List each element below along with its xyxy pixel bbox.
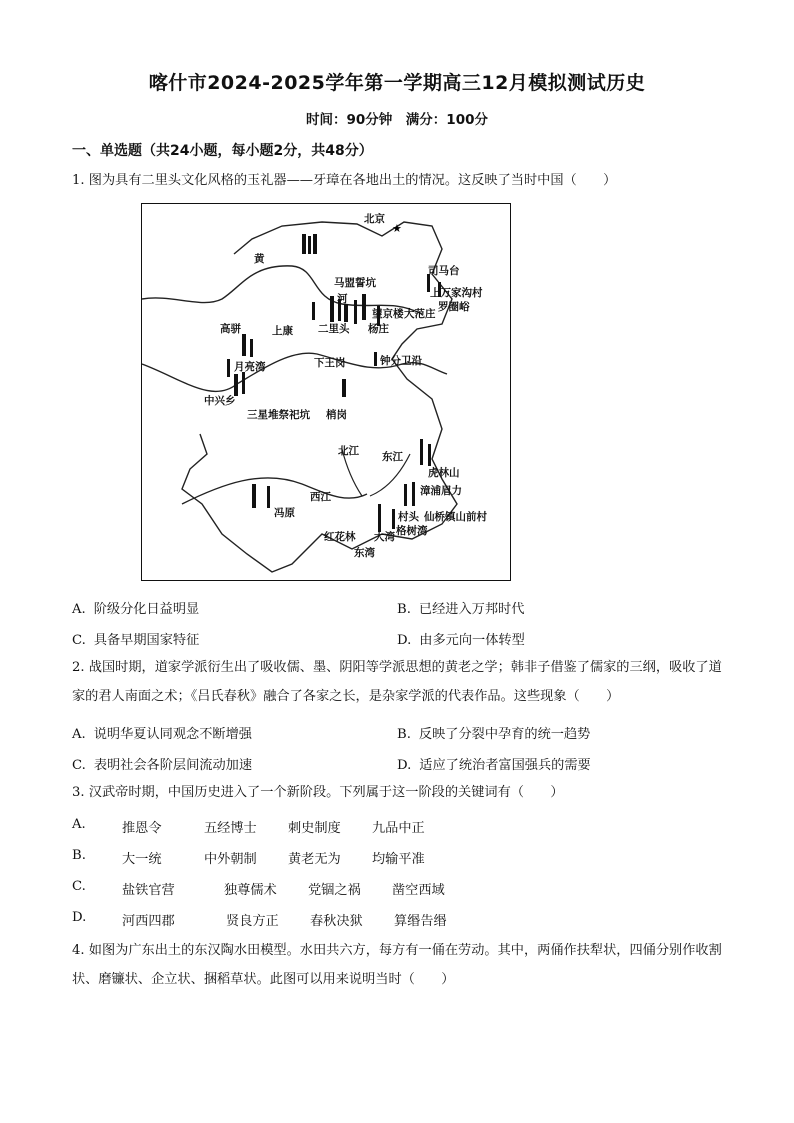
map-label-xianqiao: 仙桥镇山前村 [424,511,487,523]
section-heading: 一、单选题（共24小题，每小题2分，共48分） [72,143,373,159]
question-2-stem: 2. 战国时期，道家学派衍生出了吸收儒、墨、阴阳等学派思想的黄老之学；韩非子借鉴了儒家的三纲，吸收了道家的君人南面之术；《吕氏春秋》融合了各家之长，是杂家学派的代表作品。这些现象（ ） [72,660,722,704]
map-label-dongwan: 东湾 [354,547,375,559]
map-label-honghualin: 红花林 [324,531,356,543]
map-label-yueliangwan: 月亮湾 [234,361,266,373]
q2-option-c[interactable]: C. 表明社会各阶层间流动加速 [72,758,253,773]
map-label-zhangpu: 漳浦眉力 [420,485,462,497]
map-label-fengyuan: 冯原 [274,507,295,519]
map-svg [142,204,509,579]
q1-option-d[interactable]: D. 由多元向一体转型 [397,633,525,648]
q3-option-a[interactable]: A. 推恩令 五经博士 刺史制度 九品中正 [72,817,425,836]
q2-option-b[interactable]: B. 反映了分裂中孕育的统一趋势 [397,727,591,742]
map-label-he: 河 [337,293,348,305]
map-label-xijiang: 西江 [310,491,331,503]
map-label-zhongxingxiang: 中兴乡 [204,395,236,407]
q3-option-c[interactable]: C. 盐铁官营 独尊儒术 党锢之祸 凿空西域 [72,879,445,898]
map-label-dawan: 大湾 [374,531,395,543]
map-label-beijiang: 北江 [338,445,359,457]
exam-subtitle: 时间：90分钟 满分：100分 [306,112,488,128]
q1-option-c[interactable]: C. 具备早期国家特征 [72,633,200,648]
q1-option-b[interactable]: B. 已经进入万邦时代 [397,602,525,617]
q2-option-d[interactable]: D. 适应了统治者富国强兵的需要 [397,758,591,773]
map-label-zhongzhuweigou: 钟分卫沿 [380,355,422,367]
map-label-shangwanjiagou: 上万家沟村 [430,287,483,299]
map-label-dongjiang: 东江 [382,451,403,463]
map-label-sanxingdui: 三星堆祭祀坑 [247,409,310,421]
beijing-star-icon: ★ [392,222,402,235]
q1-option-a[interactable]: A. 阶级分化日益明显 [72,602,200,617]
map-label-wangjinglou: 望京楼 [372,308,404,320]
question-4-stem: 4. 如图为广东出土的东汉陶水田模型。水田共六方，每方有一俑在劳动。其中，两俑作扶犁状，四俑分别作收割状、磨镰状、企立状、捆稻草状。此图可以用来说明当时（ ） [72,943,722,987]
map-label-mamengshikeng: 马盟誓坑 [334,277,376,289]
question-1-stem: 1. 图为具有二里头文化风格的玉礼器——牙璋在各地出土的情况。这反映了当时中国（ ） [72,173,617,188]
map-label-simaotai: 司马台 [428,265,460,277]
yazhang-distribution-map [141,203,511,581]
q3-option-b[interactable]: B. 大一统 中外朝制 黄老无为 均输平准 [72,848,425,867]
q3-option-d[interactable]: D. 河西四郡 贤良方正 春秋决狱 算缗告缗 [72,910,447,929]
map-label-beijing: 北京 [364,213,385,225]
map-label-shangkang: 上康 [272,325,293,337]
map-label-cuntou: 村头 [398,511,419,523]
map-label-hulinshan: 虎林山 [428,467,460,479]
map-label-geshuwan: 格树湾 [396,525,428,537]
map-label-erlitou: 二里头 [318,323,350,335]
map-label-xiawanggang: 下王岗 [314,357,346,369]
q2-option-a[interactable]: A. 说明华夏认同观念不断增强 [72,727,252,742]
question-3-stem: 3. 汉武帝时期，中国历史进入了一个新阶段。下列属于这一阶段的关键词有（ ） [72,785,564,800]
pearl-river [182,478,367,504]
exam-title: 喀什市2024-2025学年第一学期高三12月模拟测试历史 [148,72,646,94]
map-label-luoquanyu: 罗圈峪 [438,301,470,313]
map-label-yangzhuang: 杨庄 [368,323,389,335]
map-label-dafanzhuang: 大范庄 [404,308,436,320]
map-label-meigang: 梢岗 [326,409,347,421]
map-label-gaopian: 高骈 [220,323,241,335]
map-label-huang: 黄 [254,253,265,265]
